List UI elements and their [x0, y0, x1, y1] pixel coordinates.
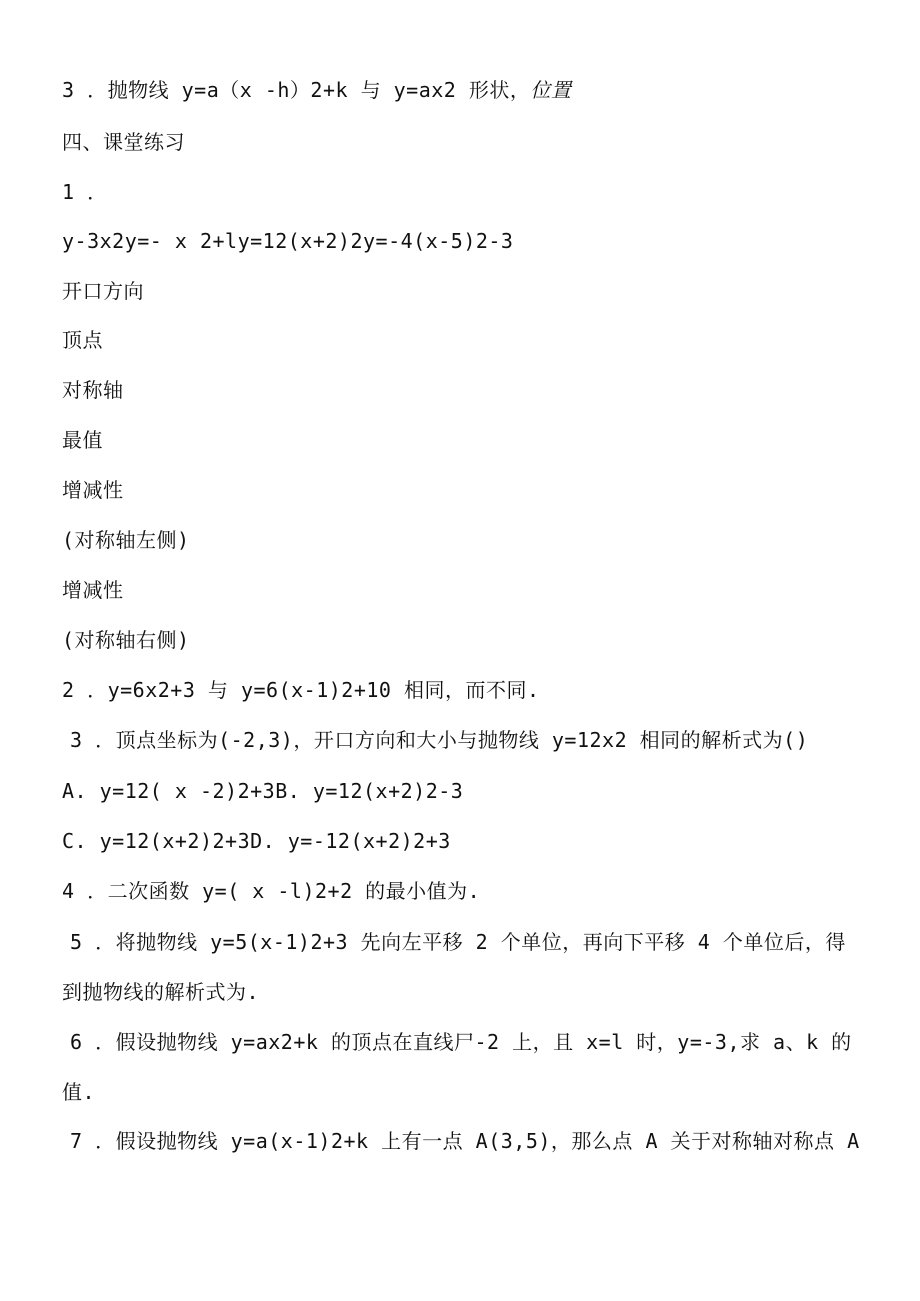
question-6: 6 ．假设抛物线 y=ax2+k 的顶点在直线尸-2 上，且 x=l 时，y=-3,求 a、k 的	[70, 1030, 852, 1054]
question-5: 5 ．将抛物线 y=5(x-1)2+3 先向左平移 2 个单位，再向下平移 4 个单位后，得	[70, 930, 846, 954]
row-label-right-of-axis: (对称轴右侧)	[62, 628, 190, 652]
row-label-left-of-axis: (对称轴左侧)	[62, 528, 190, 552]
question-3: 3 ．顶点坐标为(-2,3)，开口方向和大小与抛物线 y=12x2 相同的解析式为()	[70, 728, 809, 752]
row-label-monotonicity-right: 增减性	[62, 578, 124, 602]
position-text: 位置	[530, 78, 572, 102]
question-1-functions: y-3x2y=- x 2+ly=12(x+2)2y=-4(x-5)2-3	[62, 229, 514, 253]
section-heading-classroom-practice: 四、课堂练习	[62, 130, 185, 154]
question-7: 7 ．假设抛物线 y=a(x-1)2+k 上有一点 A(3,5)，那么点 A 关于对称轴对称点 A	[70, 1129, 860, 1153]
row-label-axis-of-symmetry: 对称轴	[62, 378, 124, 402]
question-2: 2 ．y=6x2+3 与 y=6(x-1)2+10 相同，而不同.	[62, 678, 540, 702]
question-3-options-ab: A. y=12( x -2)2+3B. y=12(x+2)2-3	[62, 779, 464, 803]
question-1-number: 1 ．	[62, 180, 108, 204]
parabola-shape-text: 3 ．抛物线 y=a（x -h）2+k 与 y=ax2 形状，	[62, 78, 531, 102]
question-6-continued: 值.	[62, 1080, 96, 1104]
row-label-extreme-value: 最值	[62, 428, 103, 452]
text-line-parabola-shape-position	[62, 77, 571, 103]
question-4: 4 ．二次函数 y=( x -l)2+2 的最小值为.	[62, 879, 481, 903]
question-3-options-cd: C. y=12(x+2)2+3D. y=-12(x+2)2+3	[62, 829, 451, 853]
question-5-continued: 到抛物线的解析式为.	[62, 980, 260, 1004]
row-label-monotonicity-left: 增减性	[62, 478, 124, 502]
row-label-vertex: 顶点	[62, 328, 103, 352]
row-label-opening-direction: 开口方向	[62, 279, 144, 303]
